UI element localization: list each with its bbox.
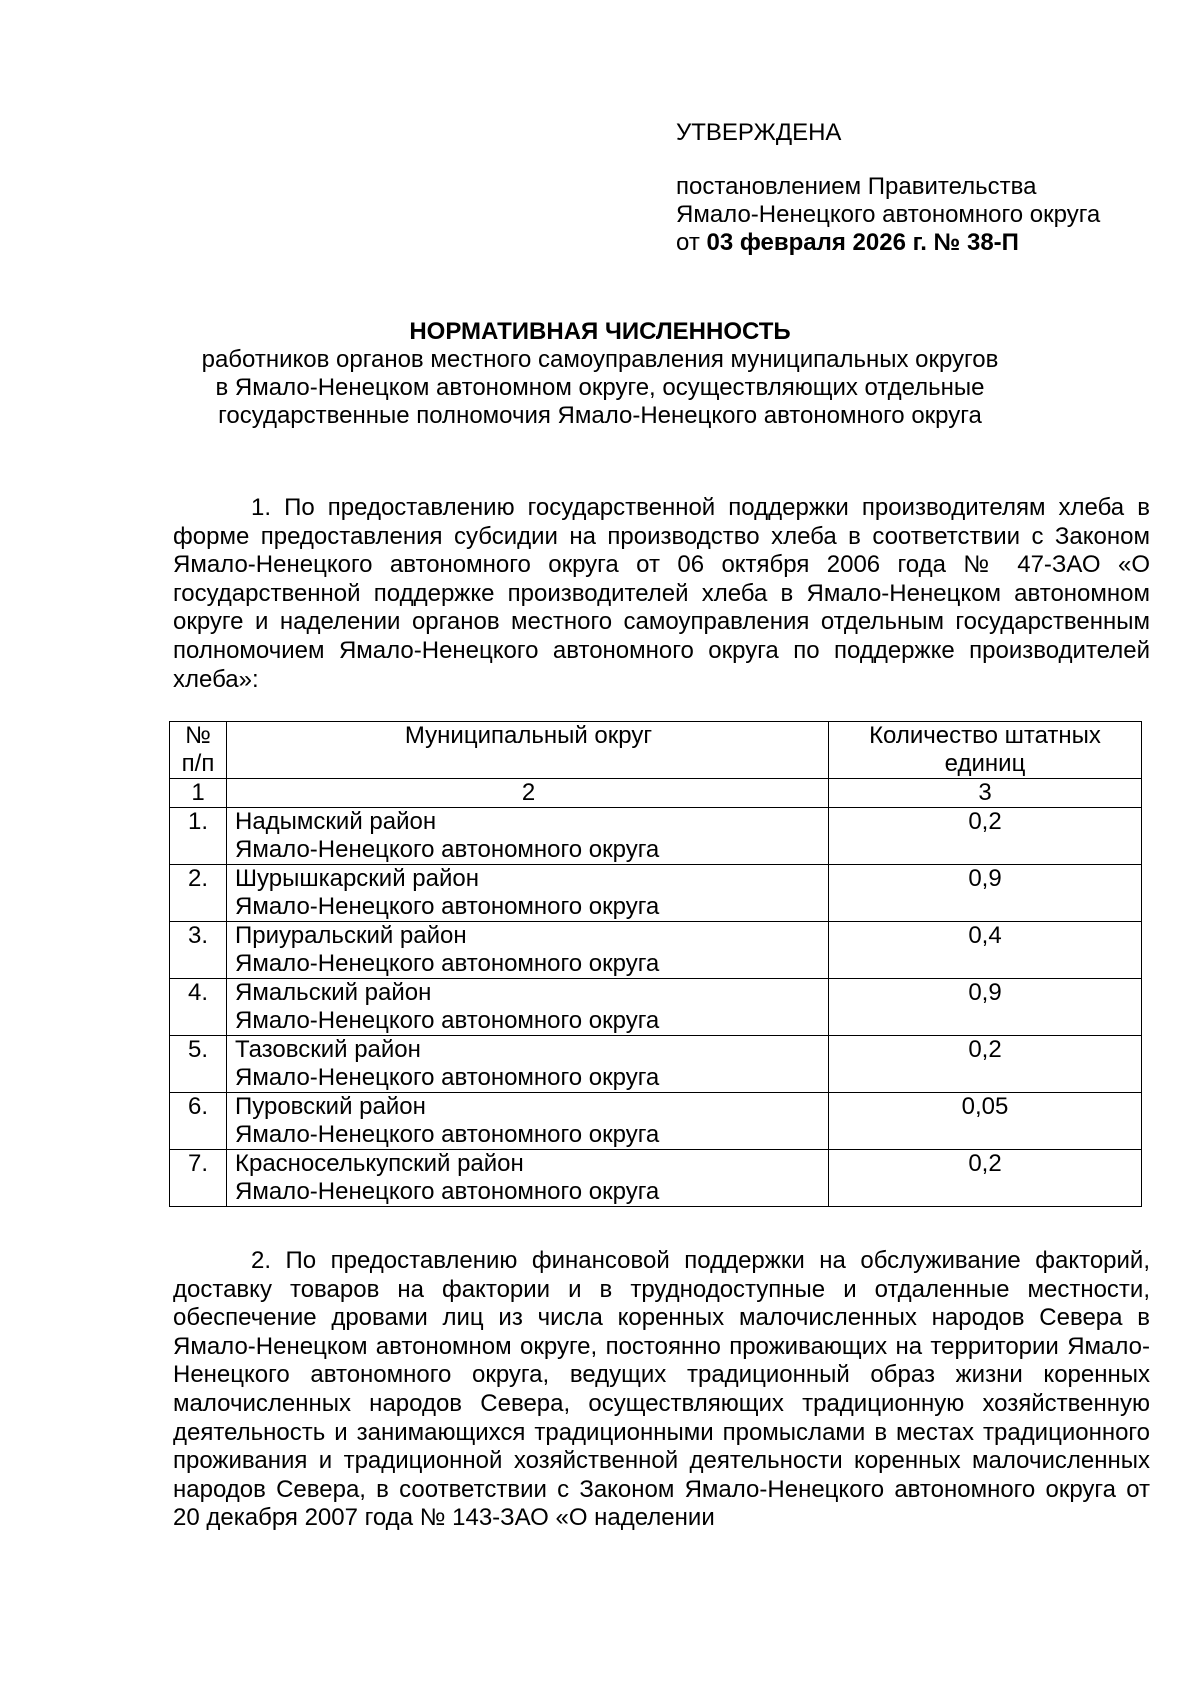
table-row (170, 1150, 1142, 1207)
row-staff-count: 0,05 (829, 1093, 1142, 1150)
row-number: 2. (170, 865, 227, 922)
row-district (227, 1150, 829, 1207)
table-column-numbers-row (170, 779, 1142, 808)
section-1-paragraph: 1. По предоставлению государственной поддержки производителям хлеба в форме предоставления субсидии на производство хлеба в соответствии с Законом Ямало-Ненецкого автономного округа от 06 октября 2006 года № 47-ЗАО «О государственной поддержке производителей хлеба в Ямало-Ненецком автономном округе и наделении органов местного самоуправления отдельным государственным полномочием Ямало-Ненецкого автономного округа по поддержке производителей хлеба»: (173, 494, 1150, 693)
row-staff-count: 0,4 (829, 922, 1142, 979)
title-main: НОРМАТИВНАЯ ЧИСЛЕННОСТЬ (409, 318, 791, 345)
district-name: Тазовский район (235, 1036, 421, 1063)
district-name: Красноселькупский район (235, 1150, 524, 1177)
approval-block (676, 119, 1100, 257)
approval-date-prefix: от (676, 229, 700, 256)
document-title (150, 318, 1050, 430)
table-row (170, 922, 1142, 979)
district-name: Шурышкарский район (235, 865, 479, 892)
district-suffix: Ямало-Ненецкого автономного округа (235, 1121, 660, 1148)
table-row (170, 865, 1142, 922)
district-suffix: Ямало-Ненецкого автономного округа (235, 1064, 660, 1091)
approval-status: УТВЕРЖДЕНА (676, 119, 842, 146)
column-number-2: 2 (227, 779, 829, 808)
district-suffix: Ямало-Ненецкого автономного округа (235, 950, 660, 977)
district-name: Приуральский район (235, 922, 467, 949)
district-suffix: Ямало-Ненецкого автономного округа (235, 1007, 660, 1034)
column-number-1: 1 (170, 779, 227, 808)
row-number: 1. (170, 808, 227, 865)
title-line-1: работников органов местного самоуправления муниципальных округов (201, 346, 999, 373)
approval-line-1: постановлением Правительства (676, 173, 1037, 200)
row-district (227, 808, 829, 865)
row-district (227, 1036, 829, 1093)
row-district (227, 979, 829, 1036)
column-number-3: 3 (829, 779, 1142, 808)
row-number: 6. (170, 1093, 227, 1150)
row-staff-count: 0,9 (829, 979, 1142, 1036)
row-number: 5. (170, 1036, 227, 1093)
table-header-row (170, 722, 1142, 779)
row-district (227, 922, 829, 979)
district-name: Ямальский район (235, 979, 432, 1006)
section-2-paragraph: 2. По предоставлению финансовой поддержки на обслуживание факторий, доставку товаров на фактории и в труднодоступные и отдаленные местности, обеспечение дровами лиц из числа коренных малочисленных народов Севера в Ямало-Ненецком автономном округе, постоянно проживающих на территории Ямало-Ненецкого автономного округа, ведущих традиционный образ жизни коренных малочисленных народов Севера, осуществляющих традиционную хозяйственную деятельность и занимающихся традиционными промыслами в местах традиционного проживания и традиционной хозяйственной деятельности коренных малочисленных народов Севера, в соответствии с Законом Ямало-Ненецкого автономного округа от 20 декабря 2007 года № 143-ЗАО «О наделении (173, 1247, 1150, 1532)
title-line-2: в Ямало-Ненецком автономном округе, осуществляющих отдельные (215, 374, 985, 401)
row-number: 7. (170, 1150, 227, 1207)
row-staff-count: 0,2 (829, 1150, 1142, 1207)
table-row (170, 1036, 1142, 1093)
district-name: Надымский район (235, 808, 437, 835)
table-row (170, 979, 1142, 1036)
district-name: Пуровский район (235, 1093, 426, 1120)
row-number: 4. (170, 979, 227, 1036)
row-staff-count: 0,2 (829, 808, 1142, 865)
table-row (170, 1093, 1142, 1150)
header-count: Количество штатных единиц (829, 722, 1142, 779)
row-number: 3. (170, 922, 227, 979)
staffing-table (169, 721, 1142, 1207)
header-number: № п/п (170, 722, 227, 779)
row-staff-count: 0,2 (829, 1036, 1142, 1093)
table-row (170, 808, 1142, 865)
district-suffix: Ямало-Ненецкого автономного округа (235, 893, 660, 920)
title-line-3: государственные полномочия Ямало-Ненецкого автономного округа (218, 402, 982, 429)
header-district: Муниципальный округ (227, 722, 829, 779)
district-suffix: Ямало-Ненецкого автономного округа (235, 836, 660, 863)
row-district (227, 1093, 829, 1150)
approval-date-line (676, 229, 1100, 257)
approval-date-value: 03 февраля 2026 г. № 38-П (706, 229, 1019, 256)
district-suffix: Ямало-Ненецкого автономного округа (235, 1178, 660, 1205)
row-staff-count: 0,9 (829, 865, 1142, 922)
row-district (227, 865, 829, 922)
approval-line-2: Ямало-Ненецкого автономного округа (676, 201, 1101, 228)
